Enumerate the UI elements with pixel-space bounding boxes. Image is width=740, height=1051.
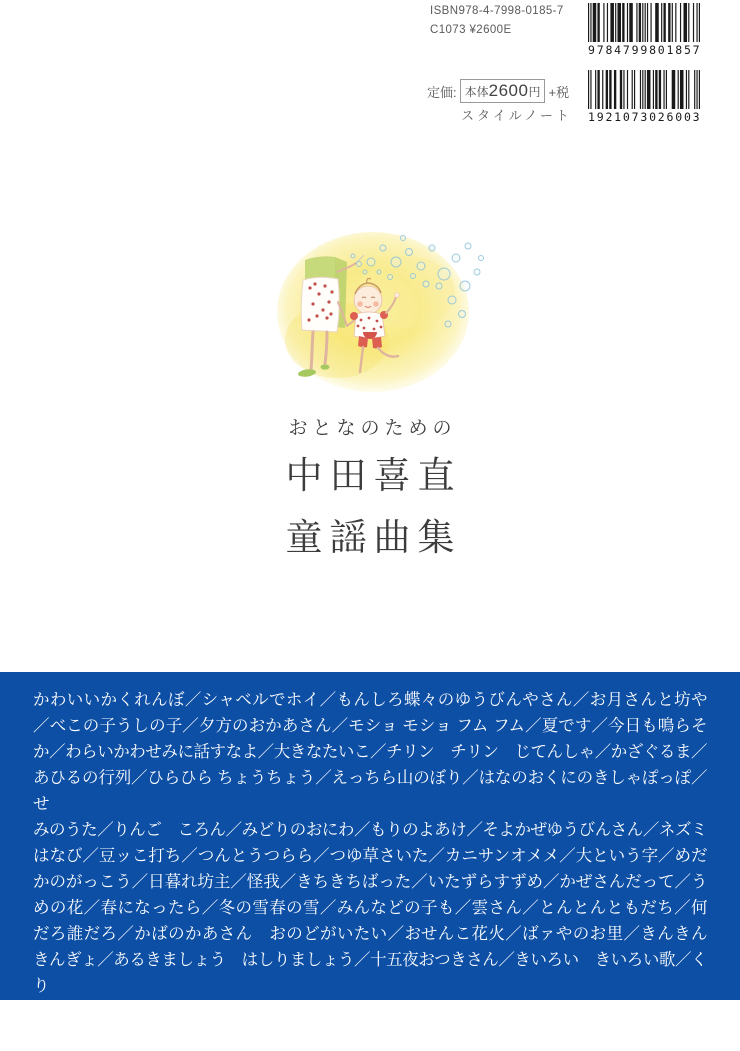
c-code-text: C1073 ¥2600E xyxy=(430,24,512,36)
price-label: 定価: xyxy=(427,84,457,100)
song-list-line: だろ誰だろ／かばのかあさん おのどがいたい／おせんこ花火／ばァやのお里／きんきん xyxy=(33,925,707,943)
price-row xyxy=(427,79,569,103)
title-main: 童謡曲集 xyxy=(285,518,462,559)
song-list-line: みのうた／りんご ころん／みどりのおにわ／もりのよあけ／そよかぜゆうびんさん／ネズミ xyxy=(33,821,707,839)
title-subtitle: おとなのための xyxy=(288,418,457,439)
price-box xyxy=(460,79,546,103)
song-list-line: かわいいかくれんぼ／シャベルでホイ／もんしろ蝶々のゆうびんやさん／お月さんと坊や xyxy=(33,691,707,709)
barcode-isbn xyxy=(588,3,700,57)
publisher-name: スタイルノート xyxy=(461,108,572,123)
song-list-line: きんぎょ／あるきましょう はしりましょう／十五夜おつきさん／きいろい きいろい歌／くり xyxy=(33,951,707,995)
song-list-line: めの花／春になったら／冬の雪春の雪／みんなどの子も／雲さん／とんとんともだち／何 xyxy=(33,899,707,917)
song-list-line: はなび／豆ッこ打ち／つんとうつらら／つゆ草さいた／カニサンオメメ／大という字／めだ xyxy=(33,847,707,865)
song-list-band xyxy=(0,672,740,1047)
song-list-line: あひるの行列／ひらひら ちょうちょう／えっちら山のぼり／はなのおくにのきしゃぽっぽ／せ xyxy=(33,769,707,813)
price-amount: 2600 xyxy=(488,81,529,100)
barcode-isbn-digits: 9784799801857 xyxy=(588,43,702,57)
song-list-line: のみと こりす／こじか／あまのじゃく／スワンのつばさ／金魚よ／むこうのきしへ／きりん xyxy=(33,1003,707,1021)
barcode-price-bars xyxy=(588,70,700,109)
title-block xyxy=(0,413,740,564)
barcode-price-digits: 1921073026003 xyxy=(588,110,702,124)
parent-child-bubbles-illustration xyxy=(255,222,491,408)
title-author: 中田喜直 xyxy=(285,456,462,497)
price-tax-label: +税 xyxy=(548,84,570,100)
song-list-line: ／べこの子うしの子／夕方のおかあさん／モショ モショ フム フム／夏です／今日も鳴らそ xyxy=(33,717,707,735)
barcode-isbn-bars xyxy=(588,3,700,42)
price-body-label: 本体 xyxy=(464,85,489,99)
barcode-price xyxy=(588,70,700,124)
song-list-line: かのがっこう／日暮れ坊主／怪我／きちきちばった／いたずらすずめ／かぜさんだって／う xyxy=(33,873,707,891)
isbn-text: ISBN978-4-7998-0185-7 xyxy=(430,5,564,17)
song-list-line: か／わらいかわせみに話すなよ／大きなたいこ／チリン チリン じてんしゃ／かざぐるま／ xyxy=(33,743,707,761)
price-yen-label: 円 xyxy=(528,85,541,99)
song-list-line: さん／チクンとパチン／お母さん／夏の思い出／ちいさい秋みつけた／雪の降る街を xyxy=(33,1029,640,1047)
